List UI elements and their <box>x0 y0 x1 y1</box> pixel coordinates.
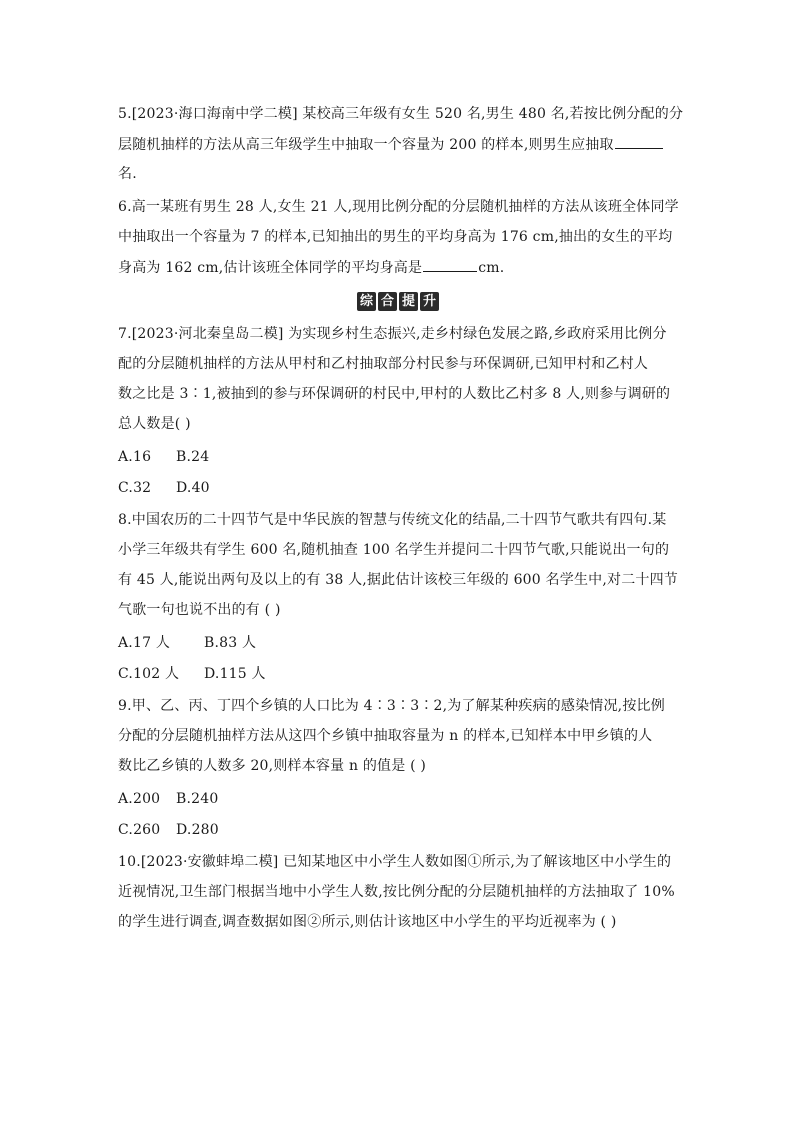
q7-line-4: 总人数是( ) <box>118 416 191 432</box>
q6-line-3 <box>118 257 688 278</box>
q9-option-d[interactable]: D.280 <box>176 822 219 838</box>
q6-line-3-text: 身高为 162 cm,估计该班全体同学的平均身高是 <box>118 260 423 276</box>
q7-option-d[interactable]: D.40 <box>176 480 210 496</box>
q7-option-c[interactable]: C.32 <box>118 480 152 496</box>
q8-line-4: 气歌一句也说不出的有 ( ) <box>118 602 281 618</box>
section-banner-char: 升 <box>420 292 439 311</box>
q9-line-2: 分配的分层随机抽样方法从这四个乡镇中抽取容量为 n 的样本,已知样本中甲乡镇的人 <box>118 728 653 744</box>
q5-answer-blank[interactable] <box>615 134 663 149</box>
q6-unit: cm. <box>478 260 505 276</box>
q8-line-3: 有 45 人,能说出两句及以上的有 38 人,据此估计该校三年级的 600 名学生中,对二十四节 <box>118 572 679 588</box>
q7-options-row-2 <box>118 478 688 498</box>
q9-line-3: 数比乙乡镇的人数多 20,则样本容量 n 的值是 ( ) <box>118 758 427 774</box>
q9-option-b[interactable]: B.240 <box>176 791 219 807</box>
q10-line-2: 近视情况,卫生部门根据当地中小学生人数,按比例分配的分层随机抽样的方法抽取了 10% <box>118 884 675 900</box>
q6-line-1: 6.高一某班有男生 28 人,女生 21 人,现用比例分配的分层随机抽样的方法从该班全体同学 <box>118 199 679 215</box>
q5-line-3: 名. <box>118 166 137 182</box>
q9-option-c[interactable]: C.260 <box>118 822 161 838</box>
q7-option-a[interactable]: A.16 <box>118 449 152 465</box>
q5-line-1: 5.[2023·海口海南中学二模] 某校高三年级有女生 520 名,男生 480 名,若按比例分配的分 <box>118 106 684 122</box>
q7-line-3: 数之比是 3∶1,被抽到的参与环保调研的村民中,甲村的人数比乙村多 8 人,则参与调研的 <box>118 386 671 402</box>
q9-option-a[interactable]: A.200 <box>118 791 161 807</box>
q5-line-2 <box>118 134 688 155</box>
q5-line-2-text: 层随机抽样的方法从高三年级学生中抽取一个容量为 200 的样本,则男生应抽取 <box>118 137 614 153</box>
q10-line-3: 的学生进行调查,调查数据如图②所示,则估计该地区中小学生的平均近视率为 ( ) <box>118 914 617 930</box>
q9-options-row-1 <box>118 789 688 809</box>
q6-line-2: 中抽取出一个容量为 7 的样本,已知抽出的男生的平均身高为 176 cm,抽出的女生的平均 <box>118 229 673 245</box>
q9-line-1: 9.甲、乙、丙、丁四个乡镇的人口比为 4∶3∶3∶2,为了解某种疾病的感染情况,按比例 <box>118 698 665 714</box>
q6-answer-blank[interactable] <box>423 257 477 272</box>
section-banner-char: 合 <box>378 292 397 311</box>
q8-options-row-1 <box>118 633 688 653</box>
section-banner-char: 综 <box>357 292 376 311</box>
section-banner-comprehensive <box>357 292 439 312</box>
q8-option-b[interactable]: B.83 人 <box>204 635 257 651</box>
q8-option-c[interactable]: C.102 人 <box>118 666 180 682</box>
q8-option-a[interactable]: A.17 人 <box>118 635 171 651</box>
q7-line-1: 7.[2023·河北秦皇岛二模] 为实现乡村生态振兴,走乡村绿色发展之路,乡政府采用比例分 <box>118 326 667 342</box>
q8-option-d[interactable]: D.115 人 <box>204 666 266 682</box>
q8-line-1: 8.中国农历的二十四节气是中华民族的智慧与传统文化的结晶,二十四节气歌共有四句.某 <box>118 512 667 528</box>
q8-line-2: 小学三年级共有学生 600 名,随机抽查 100 名学生并提问二十四节气歌,只能说出一句的 <box>118 542 670 558</box>
section-banner-char: 提 <box>399 292 418 311</box>
q7-option-b[interactable]: B.24 <box>176 449 210 465</box>
q7-line-2: 配的分层随机抽样的方法从甲村和乙村抽取部分村民参与环保调研,已知甲村和乙村人 <box>118 356 649 372</box>
q10-line-1: 10.[2023·安徽蚌埠二模] 已知某地区中小学生人数如图①所示,为了解该地区中小学生的 <box>118 854 672 870</box>
q7-options-row-1 <box>118 447 688 467</box>
q8-options-row-2 <box>118 664 688 684</box>
q9-options-row-2 <box>118 820 688 840</box>
